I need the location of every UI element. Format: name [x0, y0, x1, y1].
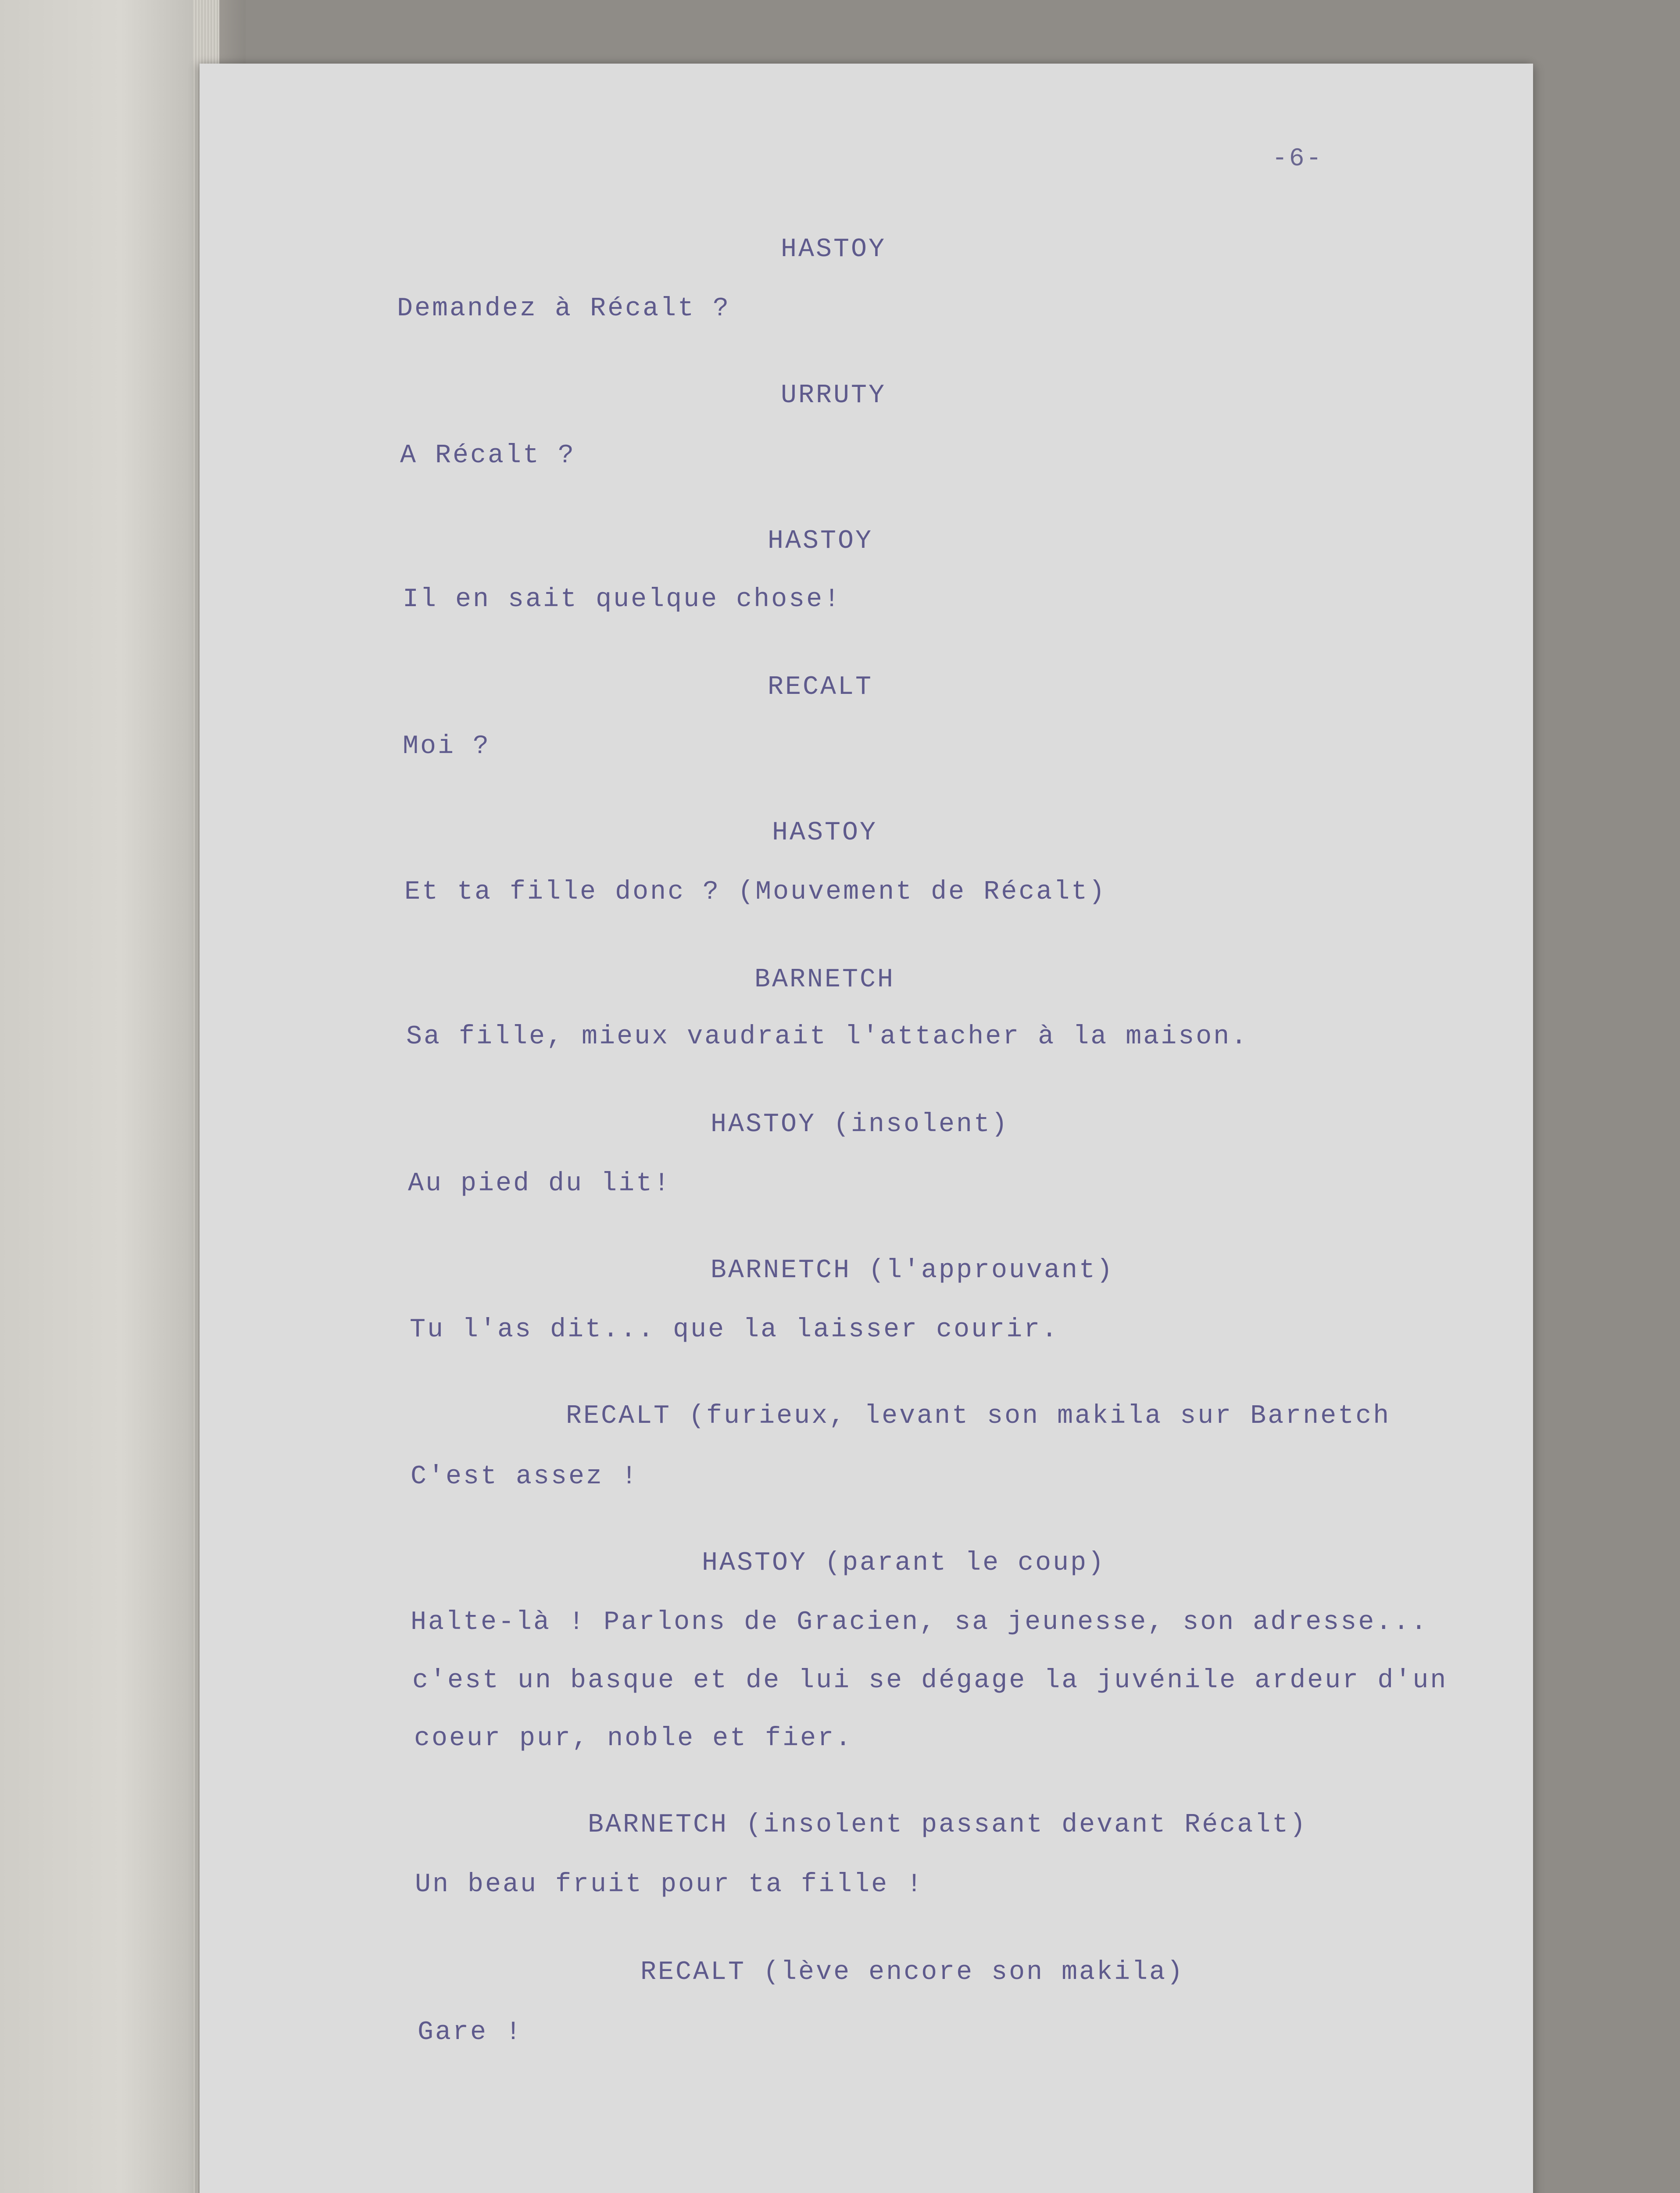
speaker-name: HASTOY	[767, 526, 873, 556]
speaker-name: HASTOY	[772, 818, 878, 848]
dialogue-line: Gare !	[418, 2018, 523, 2047]
dialogue-line: Demandez à Récalt ?	[397, 294, 731, 324]
dialogue-line: Il en sait quelque chose!	[403, 585, 842, 614]
dialogue-line: Sa fille, mieux vaudrait l'attacher à la maison.	[406, 1022, 1249, 1052]
dialogue-line: A Récalt ?	[400, 441, 576, 471]
dialogue-line: c'est un basque et de lui se dégage la juvénile ardeur d'un	[412, 1666, 1448, 1696]
dialogue-line: coeur pur, noble et fier.	[414, 1724, 853, 1754]
speaker-name: RECALT (furieux, levant son makila sur Barnetch	[566, 1401, 1391, 1431]
facing-page	[0, 0, 219, 2193]
page-number: -6-	[1272, 145, 1323, 173]
speaker-name: BARNETCH	[754, 965, 895, 995]
speaker-name: BARNETCH (insolent passant devant Récalt)	[588, 1810, 1308, 1840]
speaker-name: HASTOY	[780, 235, 886, 264]
speaker-name: BARNETCH (l'approuvant)	[710, 1256, 1115, 1286]
dialogue-line: Moi ?	[403, 732, 491, 761]
speaker-name: HASTOY (parant le coup)	[702, 1548, 1106, 1578]
speaker-name: RECALT (lève encore son makila)	[640, 1957, 1185, 1987]
dialogue-line: C'est assez !	[411, 1462, 639, 1492]
dialogue-line: Tu l'as dit... que la laisser courir.	[410, 1315, 1059, 1345]
dialogue-line: Et ta fille donc ? (Mouvement de Récalt)	[404, 877, 1107, 907]
speaker-name: URRUTY	[780, 381, 886, 411]
speaker-name: RECALT	[767, 672, 873, 702]
dialogue-line: Halte-là ! Parlons de Gracien, sa jeunesse, son adresse...	[411, 1607, 1429, 1637]
dialogue-line: Un beau fruit pour ta fille !	[415, 1870, 924, 1900]
dialogue-line: Au pied du lit!	[408, 1169, 672, 1199]
speaker-name: HASTOY (insolent)	[710, 1110, 1009, 1139]
